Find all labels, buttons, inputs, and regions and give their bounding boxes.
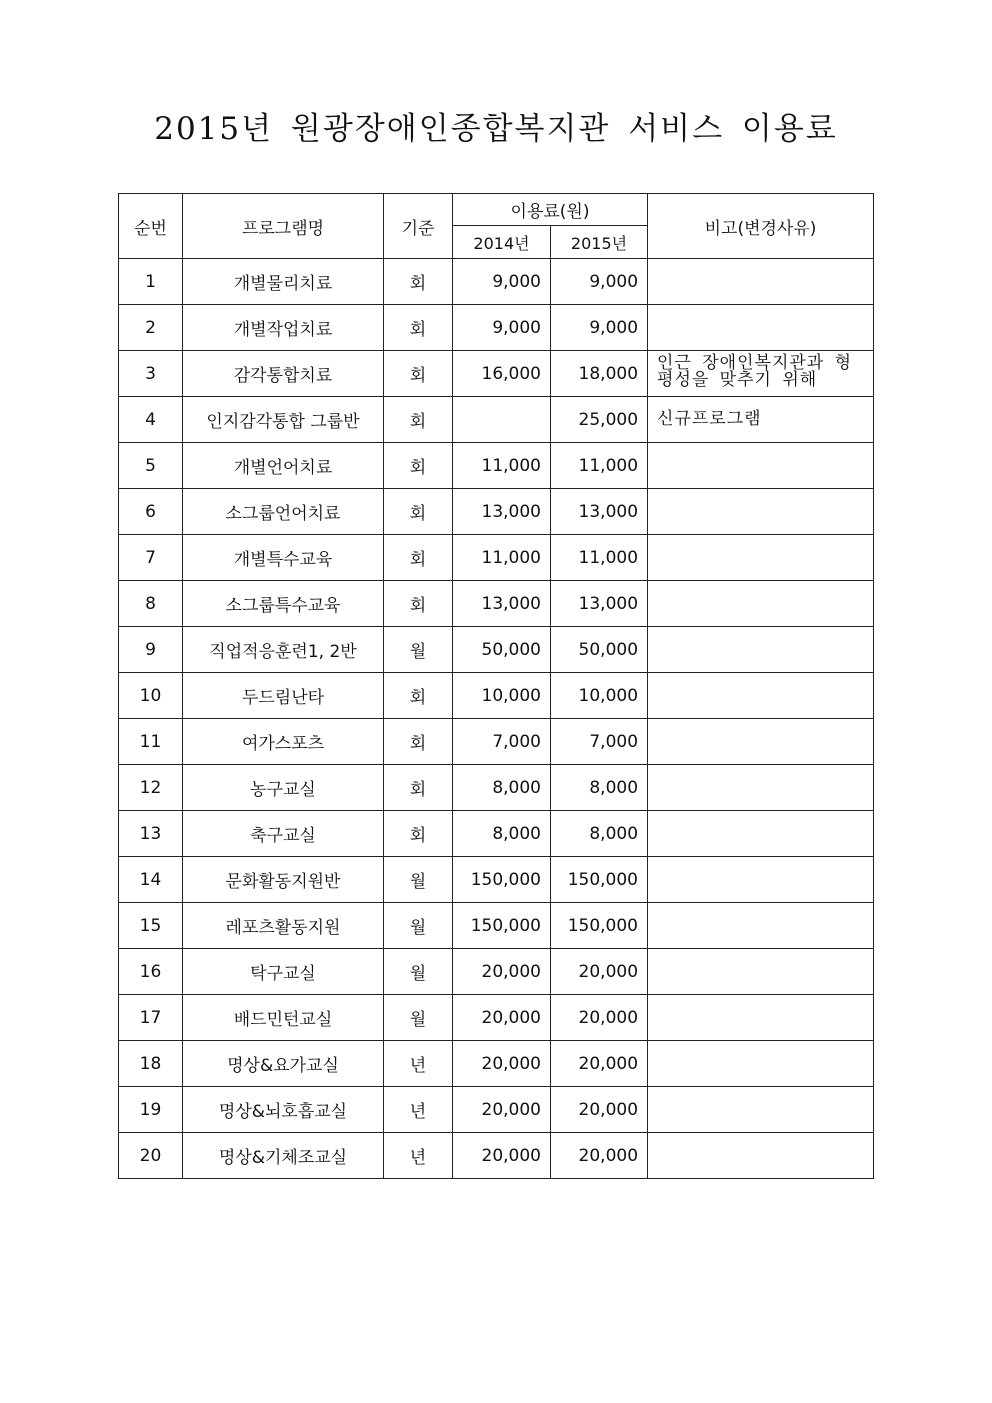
note-cell — [648, 1041, 874, 1087]
fee-2015-cell: 11,000 — [551, 535, 648, 581]
row-number-cell: 7 — [119, 535, 183, 581]
unit-cell: 회 — [384, 765, 453, 811]
program-name-cell: 명상&요가교실 — [183, 1041, 384, 1087]
program-name-cell: 개별특수교육 — [183, 535, 384, 581]
table-row — [119, 673, 874, 719]
note-cell — [648, 673, 874, 719]
unit-cell: 회 — [384, 811, 453, 857]
fee-2015-cell: 13,000 — [551, 581, 648, 627]
table-row — [119, 811, 874, 857]
fee-2015-cell: 9,000 — [551, 305, 648, 351]
unit-cell: 회 — [384, 443, 453, 489]
fee-2015-cell: 20,000 — [551, 1041, 648, 1087]
row-number-cell: 20 — [119, 1133, 183, 1179]
row-number-cell: 16 — [119, 949, 183, 995]
note-cell — [648, 995, 874, 1041]
row-number-cell: 9 — [119, 627, 183, 673]
header-fee: 이용료(원) — [453, 194, 648, 226]
row-number-cell: 8 — [119, 581, 183, 627]
fee-2014-cell: 9,000 — [453, 259, 551, 305]
row-number-cell: 3 — [119, 351, 183, 397]
fee-2014-cell — [453, 397, 551, 443]
fee-2014-cell: 11,000 — [453, 535, 551, 581]
fee-2015-cell: 8,000 — [551, 811, 648, 857]
program-name-cell: 명상&기체조교실 — [183, 1133, 384, 1179]
fee-2015-cell: 25,000 — [551, 397, 648, 443]
note-cell — [648, 857, 874, 903]
table-row — [119, 627, 874, 673]
table-row — [119, 857, 874, 903]
program-name-cell: 문화활동지원반 — [183, 857, 384, 903]
fee-2015-cell: 10,000 — [551, 673, 648, 719]
table-row — [119, 489, 874, 535]
fee-2015-cell: 13,000 — [551, 489, 648, 535]
fee-2015-cell: 7,000 — [551, 719, 648, 765]
note-cell — [648, 581, 874, 627]
document-title: 2015년 원광장애인종합복지관 서비스 이용료 — [154, 111, 838, 147]
fee-2015-cell: 11,000 — [551, 443, 648, 489]
program-name-cell: 레포츠활동지원 — [183, 903, 384, 949]
note-cell: 신규프로그램 — [648, 397, 874, 443]
note-cell — [648, 627, 874, 673]
fee-2014-cell: 20,000 — [453, 1087, 551, 1133]
fee-2014-cell: 9,000 — [453, 305, 551, 351]
note-cell — [648, 949, 874, 995]
fee-2015-cell: 150,000 — [551, 857, 648, 903]
program-name-cell: 명상&뇌호흡교실 — [183, 1087, 384, 1133]
row-number-cell: 17 — [119, 995, 183, 1041]
note-cell — [648, 1133, 874, 1179]
header-no: 순번 — [119, 194, 183, 259]
fee-2014-cell: 20,000 — [453, 1133, 551, 1179]
fee-2014-cell: 8,000 — [453, 811, 551, 857]
table-body — [119, 259, 874, 1179]
unit-cell: 회 — [384, 719, 453, 765]
program-name-cell: 개별물리치료 — [183, 259, 384, 305]
unit-cell: 회 — [384, 535, 453, 581]
row-number-cell: 11 — [119, 719, 183, 765]
note-cell — [648, 903, 874, 949]
table-row — [119, 765, 874, 811]
row-number-cell: 19 — [119, 1087, 183, 1133]
row-number-cell: 6 — [119, 489, 183, 535]
program-name-cell: 개별작업치료 — [183, 305, 384, 351]
unit-cell: 월 — [384, 949, 453, 995]
fee-2014-cell: 150,000 — [453, 903, 551, 949]
table-row — [119, 903, 874, 949]
fee-2014-cell: 11,000 — [453, 443, 551, 489]
row-number-cell: 12 — [119, 765, 183, 811]
row-number-cell: 5 — [119, 443, 183, 489]
table-row — [119, 397, 874, 443]
fee-2014-cell: 20,000 — [453, 949, 551, 995]
fee-2014-cell: 20,000 — [453, 1041, 551, 1087]
row-number-cell: 14 — [119, 857, 183, 903]
program-name-cell: 탁구교실 — [183, 949, 384, 995]
unit-cell: 월 — [384, 857, 453, 903]
unit-cell: 회 — [384, 397, 453, 443]
unit-cell: 회 — [384, 581, 453, 627]
fee-2015-cell: 8,000 — [551, 765, 648, 811]
fee-2014-cell: 50,000 — [453, 627, 551, 673]
header-program: 프로그램명 — [183, 194, 384, 259]
table-row — [119, 351, 874, 397]
unit-cell: 회 — [384, 259, 453, 305]
fee-2014-cell: 10,000 — [453, 673, 551, 719]
program-name-cell: 축구교실 — [183, 811, 384, 857]
fee-2014-cell: 150,000 — [453, 857, 551, 903]
program-name-cell: 여가스포츠 — [183, 719, 384, 765]
program-name-cell: 개별언어치료 — [183, 443, 384, 489]
table-row — [119, 305, 874, 351]
note-cell — [648, 765, 874, 811]
note-cell — [648, 489, 874, 535]
fee-2015-cell: 20,000 — [551, 1087, 648, 1133]
fee-2014-cell: 13,000 — [453, 489, 551, 535]
program-name-cell: 두드림난타 — [183, 673, 384, 719]
fee-2015-cell: 20,000 — [551, 1133, 648, 1179]
program-name-cell: 배드민턴교실 — [183, 995, 384, 1041]
table-row — [119, 949, 874, 995]
note-cell — [648, 811, 874, 857]
row-number-cell: 15 — [119, 903, 183, 949]
fee-2015-cell: 20,000 — [551, 949, 648, 995]
row-number-cell: 10 — [119, 673, 183, 719]
fee-2014-cell: 8,000 — [453, 765, 551, 811]
row-number-cell: 4 — [119, 397, 183, 443]
fee-2015-cell: 20,000 — [551, 995, 648, 1041]
program-name-cell: 소그룹언어치료 — [183, 489, 384, 535]
header-year-2014: 2014년 — [453, 226, 551, 259]
table-row — [119, 719, 874, 765]
program-name-cell: 감각통합치료 — [183, 351, 384, 397]
unit-cell: 회 — [384, 489, 453, 535]
note-cell — [648, 719, 874, 765]
fee-2015-cell: 18,000 — [551, 351, 648, 397]
table-row — [119, 443, 874, 489]
table-row — [119, 259, 874, 305]
table-row — [119, 1133, 874, 1179]
fee-2014-cell: 16,000 — [453, 351, 551, 397]
header-note: 비고(변경사유) — [648, 194, 874, 259]
table-row — [119, 1041, 874, 1087]
row-number-cell: 1 — [119, 259, 183, 305]
unit-cell: 년 — [384, 1041, 453, 1087]
program-name-cell: 농구교실 — [183, 765, 384, 811]
fee-2014-cell: 13,000 — [453, 581, 551, 627]
unit-cell: 회 — [384, 305, 453, 351]
note-cell: 인근 장애인복지관과 형평성을 맞추기 위해 — [648, 351, 874, 397]
note-cell — [648, 443, 874, 489]
row-number-cell: 2 — [119, 305, 183, 351]
service-fee-table — [118, 193, 874, 1179]
unit-cell: 회 — [384, 673, 453, 719]
program-name-cell: 직업적응훈련1, 2반 — [183, 627, 384, 673]
unit-cell: 년 — [384, 1087, 453, 1133]
fee-2014-cell: 20,000 — [453, 995, 551, 1041]
note-cell — [648, 1087, 874, 1133]
fee-2015-cell: 50,000 — [551, 627, 648, 673]
row-number-cell: 18 — [119, 1041, 183, 1087]
note-cell — [648, 259, 874, 305]
table-row — [119, 1087, 874, 1133]
row-number-cell: 13 — [119, 811, 183, 857]
table-header — [119, 194, 874, 259]
program-name-cell: 소그룹특수교육 — [183, 581, 384, 627]
table-row — [119, 995, 874, 1041]
header-unit: 기준 — [384, 194, 453, 259]
table-row — [119, 535, 874, 581]
header-year-2015: 2015년 — [551, 226, 648, 259]
unit-cell: 월 — [384, 627, 453, 673]
fee-2014-cell: 7,000 — [453, 719, 551, 765]
unit-cell: 월 — [384, 903, 453, 949]
unit-cell: 년 — [384, 1133, 453, 1179]
note-cell — [648, 305, 874, 351]
program-name-cell: 인지감각통합 그룹반 — [183, 397, 384, 443]
fee-2015-cell: 150,000 — [551, 903, 648, 949]
note-cell — [648, 535, 874, 581]
unit-cell: 회 — [384, 351, 453, 397]
fee-2015-cell: 9,000 — [551, 259, 648, 305]
table-row — [119, 581, 874, 627]
unit-cell: 월 — [384, 995, 453, 1041]
